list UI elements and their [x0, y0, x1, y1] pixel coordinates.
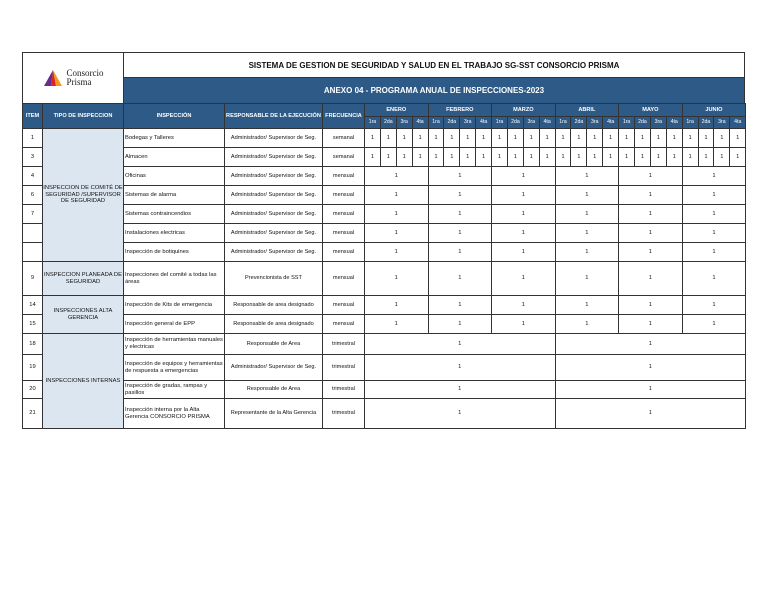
inspeccion-cell: Inspección de Kits de emergencia [124, 296, 225, 315]
week-value: 1 [539, 148, 555, 167]
week-value: 1 [460, 129, 476, 148]
inspeccion-cell: Inspecciones del comité a todas las áreas [124, 262, 225, 296]
week-value: 1 [555, 129, 571, 148]
month-value: 1 [619, 205, 683, 224]
week-header: 4ta [730, 117, 746, 129]
logo-line-2: Prisma [66, 77, 92, 87]
table-row [23, 205, 746, 224]
tipo-cell: INSPECCION DE COMITÉ DE SEGURIDAD /SUPERVISOR DE SEGURIDAD [43, 129, 124, 262]
frecuencia-cell: mensual [323, 186, 365, 205]
month-value: 1 [682, 205, 746, 224]
month-header: JUNIO [682, 104, 746, 117]
month-value: 1 [555, 224, 619, 243]
week-header: 1ra [682, 117, 698, 129]
month-value: 1 [682, 186, 746, 205]
month-value: 1 [555, 296, 619, 315]
responsable-cell: Administrador/ Supervisor de Seg. [225, 186, 323, 205]
frecuencia-cell: mensual [323, 296, 365, 315]
week-value: 1 [507, 148, 523, 167]
week-value: 1 [539, 129, 555, 148]
month-value: 1 [428, 186, 492, 205]
week-value: 1 [650, 129, 666, 148]
frecuencia-cell: mensual [323, 167, 365, 186]
week-value: 1 [523, 148, 539, 167]
month-value: 1 [555, 205, 619, 224]
inspeccion-cell: Oficinas [124, 167, 225, 186]
week-header: 3ra [396, 117, 412, 129]
table-row [23, 167, 746, 186]
week-header: 3ra [587, 117, 603, 129]
week-value: 1 [396, 148, 412, 167]
week-value: 1 [428, 148, 444, 167]
week-value: 1 [730, 129, 746, 148]
week-value: 1 [365, 148, 381, 167]
item-number: 18 [23, 334, 43, 355]
week-value: 1 [619, 148, 635, 167]
month-value: 1 [365, 262, 429, 296]
quarter-value: 1 [365, 381, 556, 399]
week-value: 1 [380, 129, 396, 148]
frecuencia-cell: trimestral [323, 399, 365, 429]
month-value: 1 [555, 315, 619, 334]
month-value: 1 [492, 296, 556, 315]
table-row [23, 224, 746, 243]
table-row [23, 186, 746, 205]
item-number [23, 224, 43, 243]
responsable-cell: Administrador/ Supervisor de Seg. [225, 224, 323, 243]
week-header: 4ta [603, 117, 619, 129]
month-header: MARZO [492, 104, 556, 117]
responsable-cell: Administrador/ Supervisor de Seg. [225, 129, 323, 148]
month-value: 1 [682, 296, 746, 315]
table-row [23, 315, 746, 334]
frecuencia-cell: mensual [323, 243, 365, 262]
frecuencia-cell: trimestral [323, 334, 365, 355]
month-value: 1 [619, 224, 683, 243]
quarter-value: 1 [555, 334, 746, 355]
week-value: 1 [492, 129, 508, 148]
frecuencia-cell: semanal [323, 129, 365, 148]
responsable-cell: Prevencionista de SST [225, 262, 323, 296]
item-number: 3 [23, 148, 43, 167]
week-value: 1 [587, 148, 603, 167]
item-number: 9 [23, 262, 43, 296]
week-header: 1ra [365, 117, 381, 129]
month-value: 1 [365, 167, 429, 186]
week-header: 4ta [539, 117, 555, 129]
inspection-table [22, 103, 746, 429]
week-header: 1ra [428, 117, 444, 129]
week-header: 4ta [412, 117, 428, 129]
week-value: 1 [571, 148, 587, 167]
week-header: 2da [444, 117, 460, 129]
item-number: 21 [23, 399, 43, 429]
month-value: 1 [682, 315, 746, 334]
table-row [23, 355, 746, 381]
frecuencia-cell: trimestral [323, 355, 365, 381]
week-value: 1 [396, 129, 412, 148]
week-value: 1 [698, 129, 714, 148]
week-value: 1 [444, 148, 460, 167]
responsable-cell: Responsable de Area [225, 334, 323, 355]
week-value: 1 [714, 148, 730, 167]
quarter-value: 1 [555, 355, 746, 381]
week-value: 1 [603, 129, 619, 148]
item-number: 1 [23, 129, 43, 148]
week-value: 1 [635, 129, 651, 148]
quarter-value: 1 [365, 334, 556, 355]
inspeccion-cell: Inspección interna por la Alta Gerencia CONSORCIO PRISMA [124, 399, 225, 429]
responsable-cell: Responsable de area designado [225, 315, 323, 334]
week-header: 2da [380, 117, 396, 129]
week-value: 1 [507, 129, 523, 148]
month-value: 1 [428, 296, 492, 315]
month-value: 1 [365, 205, 429, 224]
inspection-program-sheet [22, 52, 745, 429]
responsable-cell: Administrador/ Supervisor de Seg. [225, 355, 323, 381]
inspeccion-cell: Sistemas de alarma [124, 186, 225, 205]
inspeccion-cell: Almacen [124, 148, 225, 167]
month-value: 1 [428, 224, 492, 243]
tipo-cell: INSPECCIONES ALTA GERENCIA [43, 296, 124, 334]
table-row [23, 243, 746, 262]
week-header: 2da [507, 117, 523, 129]
frecuencia-header: FRECUENCIA [323, 104, 365, 129]
month-value: 1 [682, 243, 746, 262]
week-value: 1 [587, 129, 603, 148]
month-value: 1 [492, 167, 556, 186]
month-value: 1 [365, 224, 429, 243]
quarter-value: 1 [365, 355, 556, 381]
month-value: 1 [428, 167, 492, 186]
quarter-value: 1 [555, 381, 746, 399]
week-value: 1 [635, 148, 651, 167]
week-header: 2da [635, 117, 651, 129]
month-value: 1 [619, 315, 683, 334]
week-header: 1ra [492, 117, 508, 129]
inspeccion-cell: Inspección de herramientas manuales y electricas [124, 334, 225, 355]
week-value: 1 [412, 148, 428, 167]
frecuencia-cell: trimestral [323, 381, 365, 399]
month-value: 1 [555, 186, 619, 205]
month-value: 1 [365, 315, 429, 334]
month-value: 1 [492, 315, 556, 334]
week-header: 2da [698, 117, 714, 129]
company-logo [23, 53, 124, 103]
table-row [23, 129, 746, 148]
month-header: FEBRERO [428, 104, 492, 117]
week-value: 1 [714, 129, 730, 148]
week-value: 1 [460, 148, 476, 167]
month-value: 1 [428, 205, 492, 224]
week-header: 2da [571, 117, 587, 129]
month-value: 1 [492, 224, 556, 243]
week-value: 1 [428, 129, 444, 148]
quarter-value: 1 [365, 399, 556, 429]
item-number: 15 [23, 315, 43, 334]
responsable-cell: Administrador/ Supervisor de Seg. [225, 243, 323, 262]
week-value: 1 [682, 129, 698, 148]
inspeccion-cell: Inspección de gradas, rampas y pasillos [124, 381, 225, 399]
item-number [23, 243, 43, 262]
item-header: ITEM [23, 104, 43, 129]
frecuencia-cell: mensual [323, 205, 365, 224]
month-value: 1 [619, 296, 683, 315]
responsable-cell: Responsable de Area [225, 381, 323, 399]
responsable-cell: Representante de la Alta Gerencia [225, 399, 323, 429]
inspeccion-cell: Inspección general de EPP [124, 315, 225, 334]
month-header: MAYO [619, 104, 683, 117]
week-value: 1 [682, 148, 698, 167]
week-value: 1 [444, 129, 460, 148]
week-value: 1 [476, 129, 492, 148]
table-row [23, 381, 746, 399]
tipo-header: TIPO DE INSPECCION [43, 104, 124, 129]
week-header: 4ta [666, 117, 682, 129]
inspeccion-cell: Inspección de botiquines [124, 243, 225, 262]
month-value: 1 [428, 262, 492, 296]
week-value: 1 [492, 148, 508, 167]
table-row [23, 296, 746, 315]
month-value: 1 [365, 243, 429, 262]
document-title: SISTEMA DE GESTION DE SEGURIDAD Y SALUD EN EL TRABAJO SG-SST CONSORCIO PRISMA [124, 53, 744, 78]
prism-logo-icon [43, 69, 63, 87]
month-header: ENERO [365, 104, 429, 117]
item-number: 4 [23, 167, 43, 186]
month-value: 1 [492, 186, 556, 205]
responsable-cell: Responsable de area designado [225, 296, 323, 315]
inspeccion-cell: Sistemas contraincendios [124, 205, 225, 224]
week-value: 1 [571, 129, 587, 148]
inspeccion-cell: Inspección de equipos y herramientas de respuesta a emergencias [124, 355, 225, 381]
month-value: 1 [619, 262, 683, 296]
responsable-cell: Administrador/ Supervisor de Seg. [225, 205, 323, 224]
week-value: 1 [380, 148, 396, 167]
week-value: 1 [666, 148, 682, 167]
month-value: 1 [492, 205, 556, 224]
tipo-cell: INSPECCION PLANEADA DE SEGURIDAD [43, 262, 124, 296]
month-value: 1 [428, 243, 492, 262]
week-header: 3ra [460, 117, 476, 129]
item-number: 7 [23, 205, 43, 224]
month-header: ABRIL [555, 104, 619, 117]
week-value: 1 [412, 129, 428, 148]
week-value: 1 [730, 148, 746, 167]
month-value: 1 [428, 315, 492, 334]
table-row [23, 148, 746, 167]
item-number: 19 [23, 355, 43, 381]
inspeccion-cell: Instalaciones electricas [124, 224, 225, 243]
week-header: 4ta [476, 117, 492, 129]
month-value: 1 [682, 262, 746, 296]
week-value: 1 [619, 129, 635, 148]
week-value: 1 [476, 148, 492, 167]
item-number: 20 [23, 381, 43, 399]
week-header: 3ra [523, 117, 539, 129]
month-value: 1 [492, 243, 556, 262]
document-header [22, 52, 745, 103]
month-value: 1 [555, 243, 619, 262]
week-header: 3ra [714, 117, 730, 129]
month-value: 1 [619, 243, 683, 262]
month-value: 1 [619, 167, 683, 186]
responsable-header: RESPONSABLE DE LA EJECUCIÓN [225, 104, 323, 129]
week-header: 1ra [555, 117, 571, 129]
frecuencia-cell: semanal [323, 148, 365, 167]
tipo-cell: INSPECCIONES INTERNAS [43, 334, 124, 429]
month-value: 1 [365, 296, 429, 315]
week-header: 1ra [619, 117, 635, 129]
inspeccion-cell: Bodegas y Talleres [124, 129, 225, 148]
month-value: 1 [619, 186, 683, 205]
document-subtitle: ANEXO 04 - PROGRAMA ANUAL DE INSPECCIONES-2023 [124, 78, 744, 103]
table-row [23, 262, 746, 296]
responsable-cell: Administrador/ Supervisor de Seg. [225, 148, 323, 167]
quarter-value: 1 [555, 399, 746, 429]
month-value: 1 [682, 167, 746, 186]
frecuencia-cell: mensual [323, 224, 365, 243]
responsable-cell: Administrador/ Supervisor de Seg. [225, 167, 323, 186]
frecuencia-cell: mensual [323, 315, 365, 334]
inspeccion-header: INSPECCIÓN [124, 104, 225, 129]
logo-line-1: Consorcio [66, 68, 104, 78]
month-value: 1 [682, 224, 746, 243]
week-header: 3ra [650, 117, 666, 129]
table-row [23, 334, 746, 355]
week-value: 1 [523, 129, 539, 148]
week-value: 1 [698, 148, 714, 167]
week-value: 1 [555, 148, 571, 167]
week-value: 1 [650, 148, 666, 167]
week-value: 1 [365, 129, 381, 148]
month-value: 1 [555, 262, 619, 296]
item-number: 6 [23, 186, 43, 205]
item-number: 14 [23, 296, 43, 315]
table-row [23, 399, 746, 429]
month-value: 1 [492, 262, 556, 296]
month-value: 1 [555, 167, 619, 186]
week-value: 1 [603, 148, 619, 167]
month-value: 1 [365, 186, 429, 205]
frecuencia-cell: mensual [323, 262, 365, 296]
week-value: 1 [666, 129, 682, 148]
